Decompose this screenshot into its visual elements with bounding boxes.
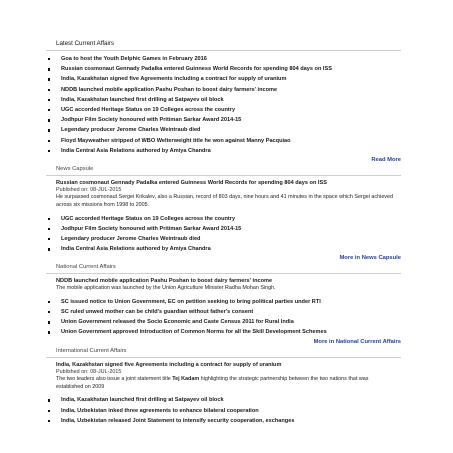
list-item[interactable]: Union Government approved introduction of Common Norms for all the Skill Development Schemes	[46, 327, 401, 337]
list-item[interactable]: Legendary producer Jerome Charles Weintraub died	[46, 234, 401, 244]
page	[46, 40, 401, 426]
bullet-icon	[48, 150, 50, 152]
divider	[46, 273, 401, 274]
divider	[46, 50, 401, 51]
bullet-icon	[48, 218, 50, 220]
list-item[interactable]: SC ruled unwed mother can be child's guardian without father's consent	[46, 307, 401, 317]
article-headline[interactable]: Russian cosmonaut Gennady Padalka entered Guinness World Records for spending 804 days on ISS	[56, 179, 327, 186]
bullet-icon	[48, 109, 50, 111]
bullet-icon	[48, 228, 50, 230]
list-item[interactable]: India, Kazakhstan launched first drilling at Satpayev oil block	[46, 95, 401, 105]
list-item[interactable]: Union Government released the Socio Economic and Caste Census 2011 for Rural India	[46, 317, 401, 327]
article-summary: He surpassed cosmonaut Sergei Krikalev, also a Russian, record of 803 days, nine hours and 41 minutes in the space which Sergei achieved across six missions from 1998 to 2005.	[56, 194, 394, 208]
list-item[interactable]: Legendary producer Jerome Charles Weintraub died	[46, 125, 401, 135]
national-section-title: National Current Affairs	[56, 264, 116, 271]
bullet-icon	[48, 58, 50, 60]
bullet-icon	[48, 140, 50, 142]
bullet-icon	[48, 311, 50, 313]
national-list	[46, 297, 401, 338]
article-summary: The two leaders also issue a joint statement title Tej Kadam highlighting the strategic partnership between the two nations that was established on 2009	[56, 376, 369, 390]
more-news-capsule-link[interactable]: More in News Capsule	[339, 255, 401, 262]
bullet-icon	[48, 410, 50, 412]
bullet-icon	[48, 321, 50, 323]
article-headline[interactable]: NDDB launched mobile application Pashu Poshan to boost dairy farmers' income	[56, 278, 273, 285]
divider	[46, 357, 401, 358]
list-item[interactable]: SC issued notice to Union Government, EC on petition seeking to bring political parties under RTI	[46, 297, 401, 307]
international-section-title: International Current Affairs	[56, 347, 127, 354]
list-item[interactable]: NDDB launched mobile application Pashu Poshan to boost dairy farmers' income	[46, 85, 401, 95]
article-headline[interactable]: India, Kazakhstan signed five Agreements including a contract for supply of uranium	[56, 361, 282, 368]
bullet-icon	[48, 119, 50, 121]
list-item[interactable]: Jodhpur Film Society honoured with Pritiman Sarkar Award 2014-15	[46, 224, 401, 234]
bullet-icon	[48, 78, 50, 80]
latest-section-title: Latest Current Affairs	[56, 40, 115, 47]
list-item[interactable]: India Central Asia Relations authored by Amiya Chandra	[46, 146, 401, 156]
bullet-icon	[48, 99, 50, 101]
list-item[interactable]: UGC accorded Heritage Status on 19 Colleges across the country	[46, 105, 401, 115]
news-section-title: News Capsule	[56, 165, 94, 172]
list-item[interactable]: Jodhpur Film Society honoured with Pritiman Sarkar Award 2014-15	[46, 115, 401, 125]
international-article	[56, 361, 401, 392]
bullet-icon	[48, 420, 50, 422]
list-item[interactable]: Russian cosmonaut Gennady Padalka entered Guinness World Records for spending 804 days on ISS	[46, 64, 401, 74]
list-item[interactable]: Floyd Mayweather stripped of WBO Welterweight title he won against Manny Pacquiao	[46, 136, 401, 146]
list-item[interactable]: India, Kazakhstan signed five Agreements including a contract for supply of uranium	[46, 74, 401, 84]
read-more-link[interactable]: Read More	[371, 156, 401, 163]
international-list	[46, 395, 401, 426]
bullet-icon	[48, 129, 50, 131]
news-list	[46, 214, 401, 255]
list-item[interactable]: India, Uzbekistan inked three agreements to enhance bilateral cooperation	[46, 406, 401, 416]
list-item[interactable]: India, Uzbekistan released Joint Statement to intensify security cooperation, exchanges	[46, 416, 401, 426]
news-article	[56, 179, 401, 210]
statement-title: Tej Kadam	[172, 376, 200, 383]
list-item[interactable]: Goa to host the Youth Delphic Games in February 2016	[46, 54, 401, 64]
bullet-icon	[48, 238, 50, 240]
bullet-icon	[48, 399, 50, 401]
more-national-link[interactable]: More in National Current Affairs	[313, 338, 401, 345]
list-item[interactable]: India Central Asia Relations authored by Amiya Chandra	[46, 244, 401, 254]
published-date: Published on: 08-JUL-2015	[56, 186, 122, 193]
bullet-icon	[48, 68, 50, 70]
list-item[interactable]: India, Kazakhstan launched first drilling at Satpayev oil block	[46, 395, 401, 405]
bullet-icon	[48, 89, 50, 91]
latest-list	[46, 54, 401, 156]
published-date: Published on: 08-JUL-2015	[56, 368, 122, 375]
national-article	[56, 277, 401, 293]
bullet-icon	[48, 301, 50, 303]
bullet-icon	[48, 331, 50, 333]
divider	[46, 175, 401, 176]
article-summary: The mobile application was launched by the Union Agriculture Minister Radha Mohan Singh.	[56, 285, 276, 292]
list-item[interactable]: UGC accorded Heritage Status on 19 Colleges across the country	[46, 214, 401, 224]
bullet-icon	[48, 248, 50, 250]
